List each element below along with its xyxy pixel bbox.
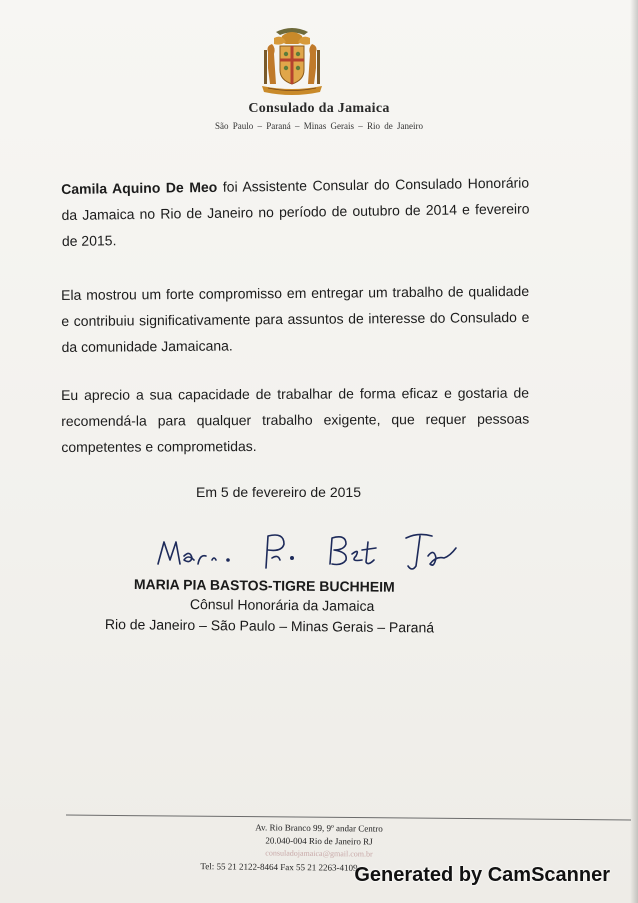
- footer-divider: [66, 815, 631, 821]
- date-line: Em 5 de fevereiro de 2015: [196, 484, 361, 500]
- paragraph-1: [61, 169, 530, 254]
- footer-email: consuladojamaica@gmail.com.br: [265, 848, 373, 859]
- letterhead-title: Consulado da Jamaica: [248, 101, 390, 116]
- footer-address: Av. Rio Branco 99, 9º andar Centro: [255, 822, 383, 834]
- signer-title: Cônsul Honorária da Jamaica: [189, 596, 375, 614]
- paragraph-2: Ela mostrou um forte compromisso em entregar um trabalho de qualidade e contribuiu significativamente para assuntos de interesse do Consulado e da comunidade Jamaicana.: [61, 282, 530, 355]
- signer-cities: Rio de Janeiro – São Paulo – Minas Gerais – Paraná: [104, 616, 435, 636]
- jamaica-coat-of-arms-icon: [252, 22, 332, 102]
- footer-postal: 20.040-004 Rio de Janeiro RJ: [265, 835, 373, 847]
- letterhead-cities: São Paulo – Paraná – Minas Gerais – Rio de Janeiro: [215, 121, 423, 131]
- paragraph-3: Eu aprecio a sua capacidade de trabalhar de forma eficaz e gostaria de recomendá-la para qualquer trabalho exigente, que requer pessoas competentes e comprometidas.: [61, 384, 530, 455]
- camscanner-watermark: Generated by CamScanner: [354, 864, 610, 886]
- page-edge-shadow: [630, 0, 638, 903]
- footer-phone: Tel: 55 21 2122-8464 Fax 55 21 2263-4109: [200, 861, 358, 873]
- signer-name: MARIA PIA BASTOS-TIGRE BUCHHEIM: [133, 576, 395, 595]
- recommended-person-name: Camila Aquino De Meo: [61, 178, 218, 197]
- paragraph-1-text: foi Assistente Consular do Consulado Honorário da Jamaica no Rio de Janeiro no período de outubro de 2014 e fevereiro de 2015.: [61, 174, 530, 249]
- handwritten-signature: [150, 520, 470, 576]
